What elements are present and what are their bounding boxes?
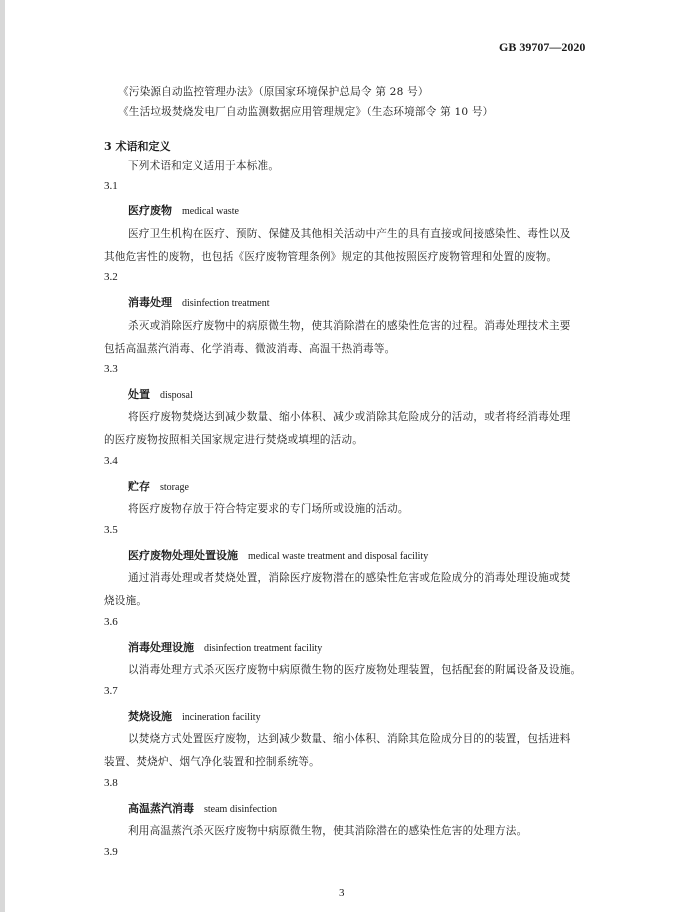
term-title-en: incineration facility: [182, 712, 261, 723]
term-title: [128, 639, 322, 655]
page-number: 3: [339, 887, 345, 899]
term-number: 3.6: [104, 616, 118, 628]
definition-line: 利用高温蒸汽杀灭医疗废物中病原微生物，使其消除潜在的感染性危害的处理方法。: [128, 825, 528, 837]
term-title-cn: 消毒处理: [128, 296, 172, 309]
term-number: 3.4: [104, 455, 118, 467]
term-title: [128, 294, 269, 310]
standard-code: GB 39707—2020: [499, 40, 586, 54]
definition-line: 将医疗废物焚烧达到减少数量、缩小体积、减少或消除其危险成分的活动，或者将经消毒处理: [128, 411, 571, 423]
definition-line: 杀灭或消除医疗废物中的病原微生物，使其消除潜在的感染性危害的过程。消毒处理技术主要: [128, 320, 571, 332]
definition-line: 包括高温蒸汽消毒、化学消毒、微波消毒、高温干热消毒等。: [104, 343, 396, 355]
definition-line: 以焚烧方式处置医疗废物，达到减少数量、缩小体积、消除其危险成分目的的装置，包括进料: [128, 733, 571, 745]
definition-line: 将医疗废物存放于符合特定要求的专门场所或设施的活动。: [128, 503, 409, 515]
section-heading: 3 术语和定义: [104, 140, 171, 153]
definition-line: 烧设施。: [104, 595, 148, 607]
reference-line: 《污染源自动监控管理办法》（原国家环境保护总局令 第 28 号）: [118, 86, 429, 98]
term-number: 3.2: [104, 271, 118, 283]
term-title-cn: 贮存: [128, 480, 150, 493]
term-number: 3.3: [104, 363, 118, 375]
definition-line: 其他危害性的废物，也包括《医疗废物管理条例》规定的其他按照医疗废物管理和处置的废物。: [104, 251, 558, 263]
term-title-en: storage: [160, 482, 189, 493]
term-title-en: steam disinfection: [204, 804, 278, 815]
term-title-en: disposal: [160, 390, 193, 401]
term-title-en: disinfection treatment: [182, 298, 270, 309]
term-title: [128, 800, 277, 816]
reference-line: 《生活垃圾焚烧发电厂自动监测数据应用管理规定》（生态环境部令 第 10 号）: [118, 106, 494, 118]
term-number: 3.5: [104, 524, 118, 536]
term-title-en: disinfection treatment facility: [204, 643, 323, 654]
definition-line: 以消毒处理方式杀灭医疗废物中病原微生物的医疗废物处理装置，包括配套的附属设备及设施。: [128, 664, 582, 676]
definition-line: 的医疗废物按照相关国家规定进行焚烧或填埋的活动。: [104, 434, 364, 446]
term-title-cn: 消毒处理设施: [128, 641, 194, 654]
term-number: 3.1: [104, 180, 118, 192]
term-number: 3.9: [104, 846, 118, 858]
term-number: 3.7: [104, 685, 118, 697]
term-title-cn: 医疗废物: [128, 204, 172, 217]
page-edge: [0, 0, 5, 912]
term-number: 3.8: [104, 777, 118, 789]
definition-line: 医疗卫生机构在医疗、预防、保健及其他相关活动中产生的具有直接或间接感染性、毒性以及: [128, 228, 571, 240]
term-title: [128, 202, 239, 218]
definition-line: 装置、焚烧炉、烟气净化装置和控制系统等。: [104, 756, 320, 768]
term-title: [128, 547, 428, 563]
term-title-cn: 焚烧设施: [128, 710, 172, 723]
term-title: [128, 708, 261, 724]
term-title-en: medical waste treatment and disposal facility: [248, 551, 429, 562]
term-title-en: medical waste: [182, 206, 239, 217]
term-title-cn: 医疗废物处理处置设施: [128, 549, 238, 562]
term-title-cn: 高温蒸汽消毒: [128, 802, 194, 815]
term-title: [128, 386, 193, 402]
section-intro: 下列术语和定义适用于本标准。: [128, 160, 280, 172]
term-title-cn: 处置: [128, 388, 150, 401]
definition-line: 通过消毒处理或者焚烧处置，消除医疗废物潜在的感染性危害或危险成分的消毒处理设施或焚: [128, 572, 571, 584]
term-title: [128, 478, 189, 494]
